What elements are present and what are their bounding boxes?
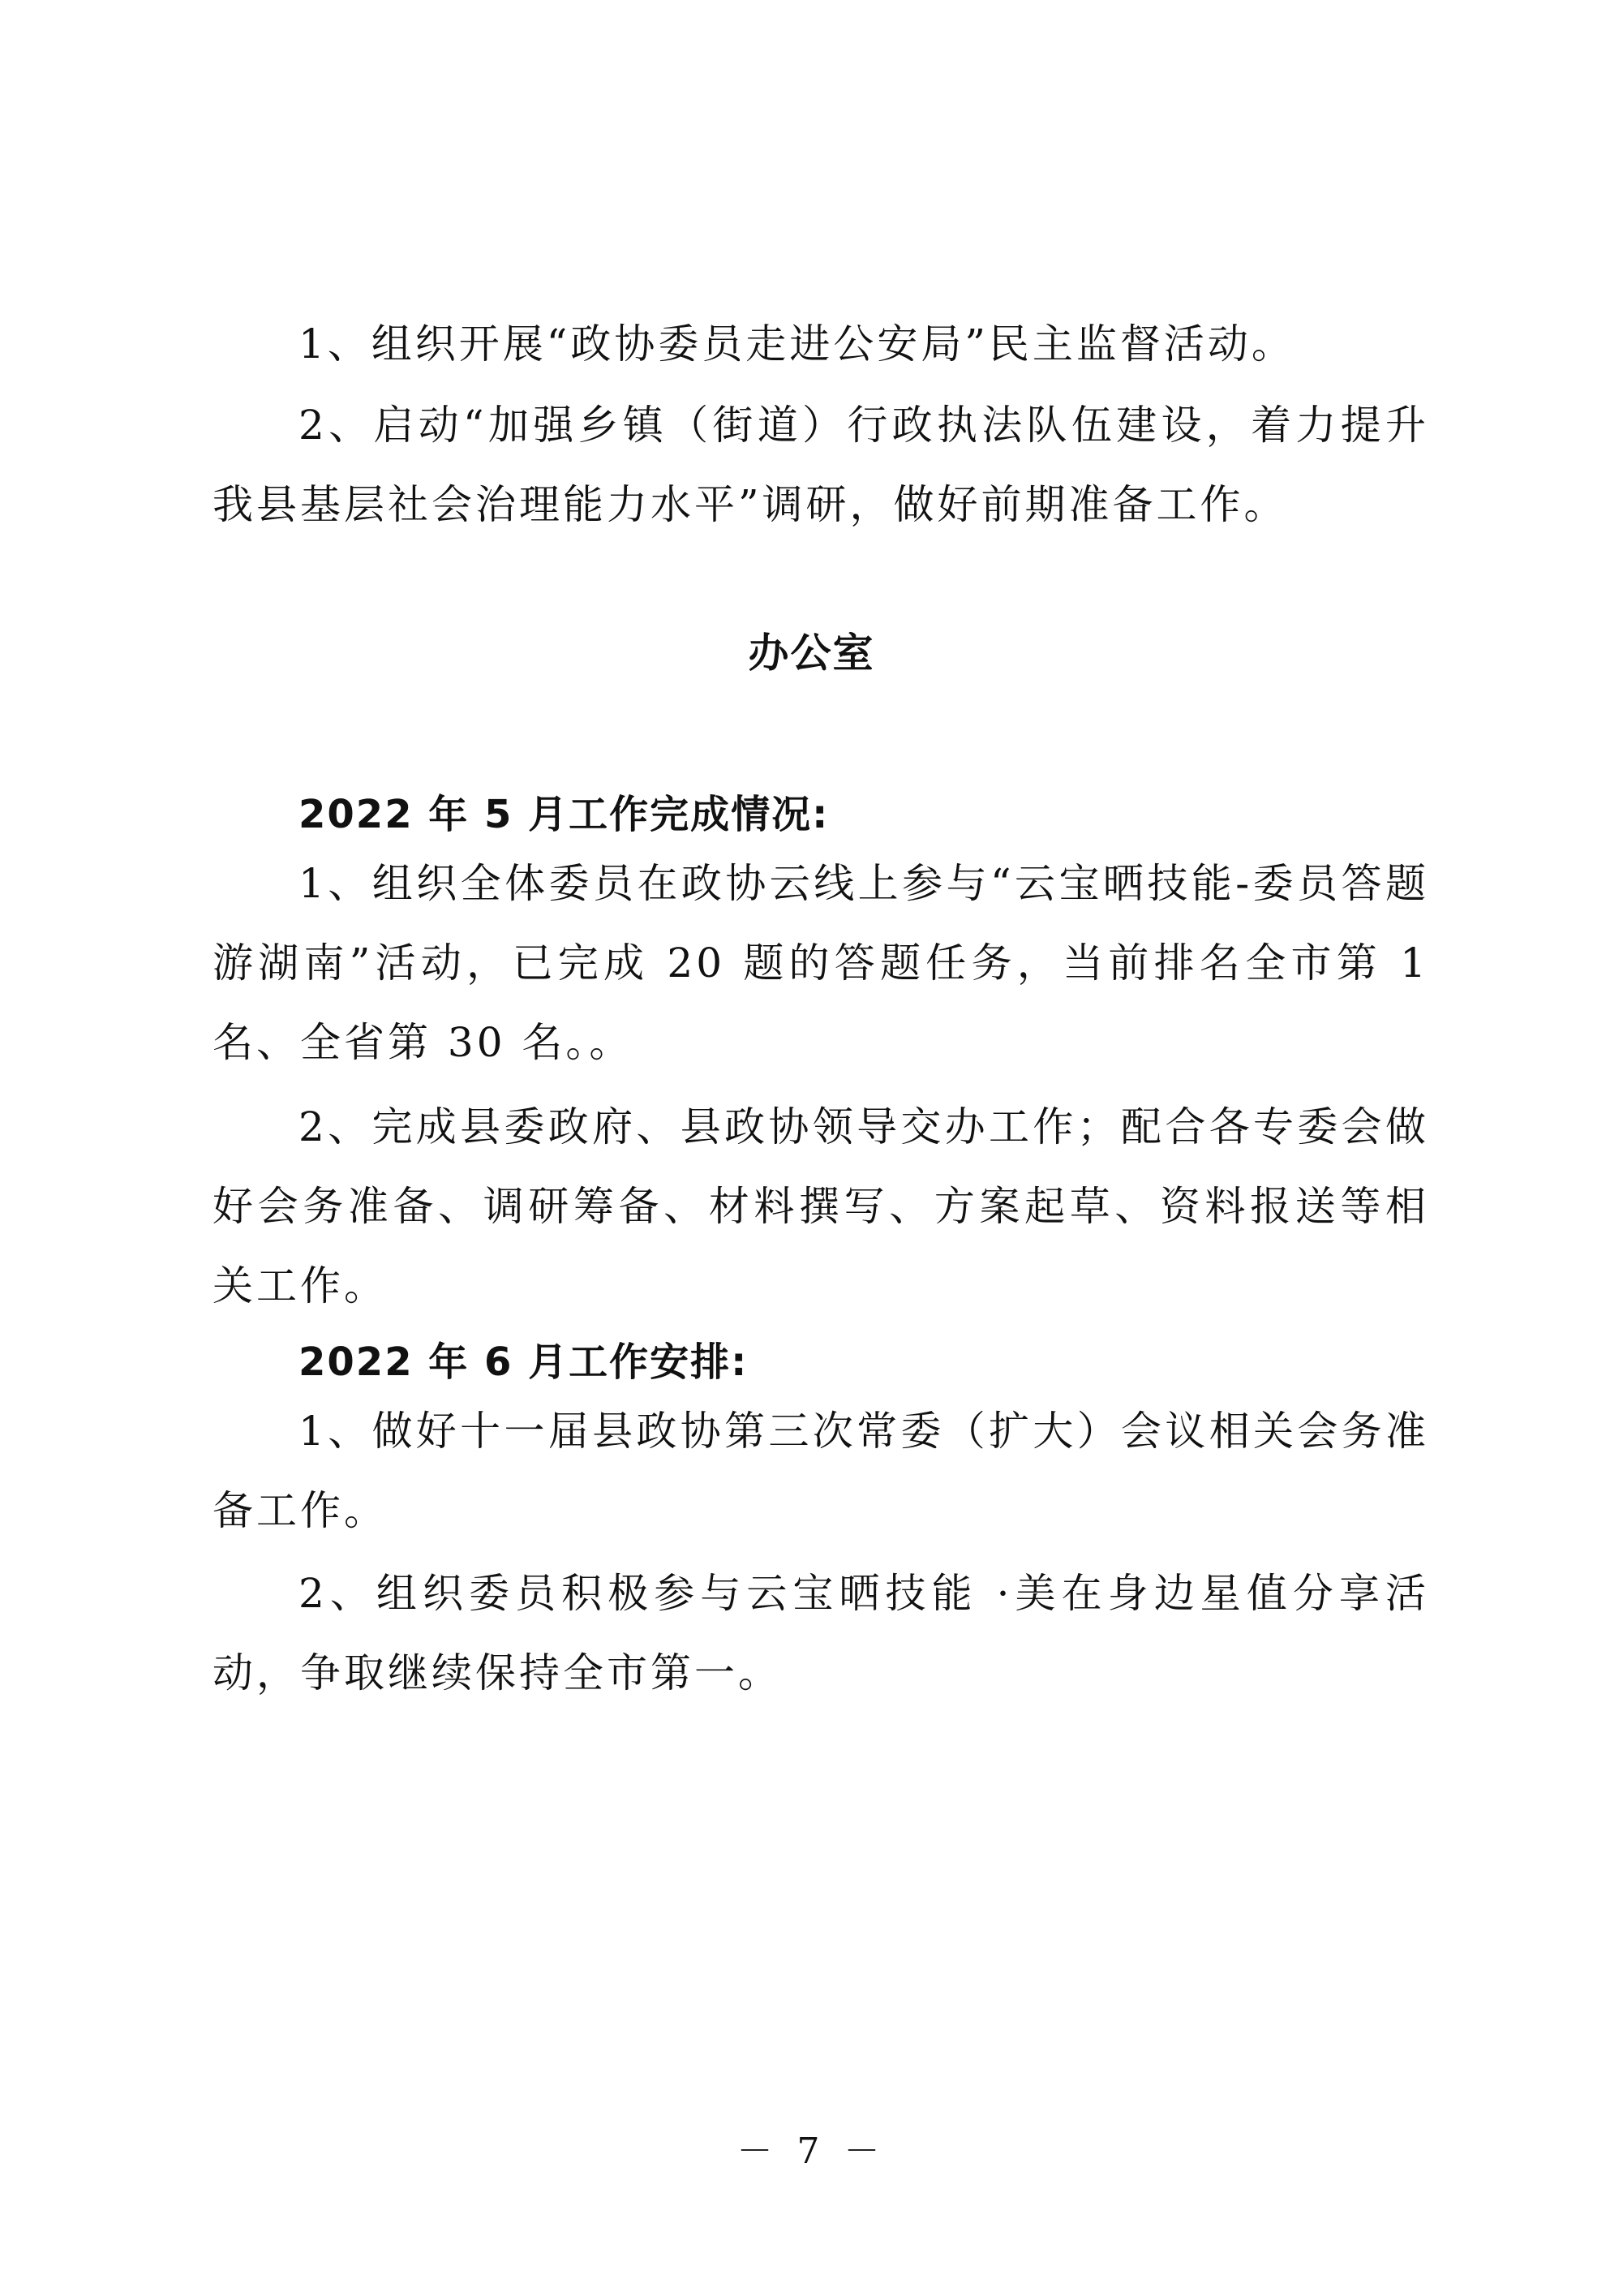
may-item-1: 1、组织全体委员在政协云线上参与“云宝晒技能-委员答题游湖南”活动，已完成 20 题的答题任务，当前排名全市第 1 名、全省第 30 名。。 — [213, 860, 1429, 1066]
june-item-2: 2、组织委员积极参与云宝晒技能 ·美在身边星值分享活动，争取继续保持全市第一。 — [213, 1570, 1429, 1696]
june-heading: 2022 年 6 月工作安排: — [298, 1339, 749, 1385]
may-heading: 2022 年 5 月工作完成情况: — [298, 792, 830, 837]
paragraph-item-1: 1、组织开展“政协委员走进公安局”民主监督活动。 — [298, 320, 1295, 368]
may-item-2: 2、完成县委政府、县政协领导交办工作；配合各专委会做好会务准备、调研筹备、材料撰写、方案起草、资料报送等相关工作。 — [213, 1103, 1429, 1309]
paragraph-item-2: 2、启动“加强乡镇（街道）行政执法队伍建设，着力提升我县基层社会治理能力水平”调研，做好前期准备工作。 — [213, 402, 1429, 528]
page-number: － 7 － — [736, 2130, 887, 2172]
june-item-1: 1、做好十一届县政协第三次常委（扩大）会议相关会务准备工作。 — [213, 1408, 1429, 1534]
section-title: 办公室 — [748, 630, 875, 677]
